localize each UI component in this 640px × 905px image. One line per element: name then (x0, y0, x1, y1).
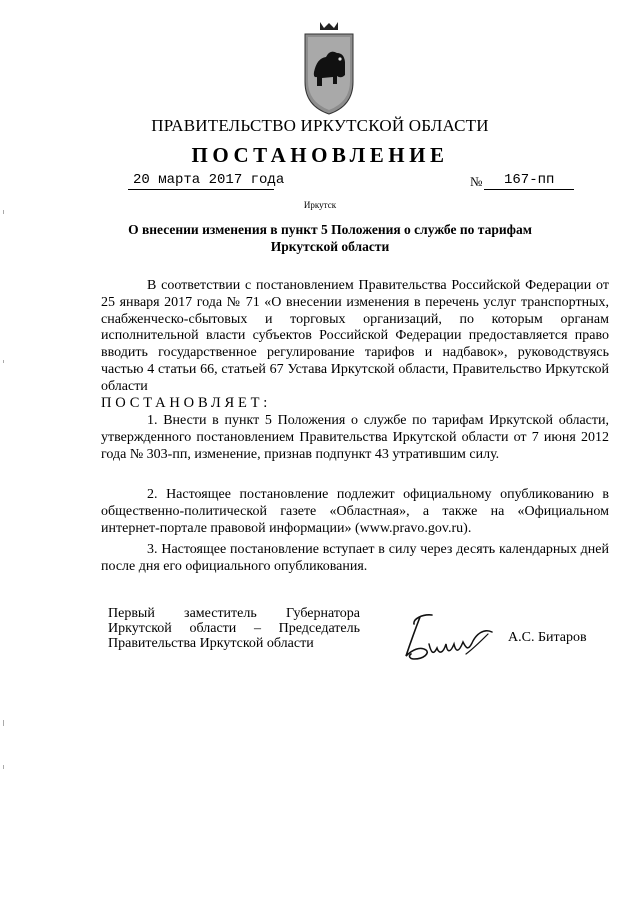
signer-position (108, 606, 360, 651)
subject-line: О внесении изменения в пункт 5 Положения о службе по тарифам (128, 222, 532, 237)
scan-mark (3, 765, 4, 769)
government-title: ПРАВИТЕЛЬСТВО ИРКУТСКОЙ ОБЛАСТИ (151, 116, 489, 135)
number-underline (484, 189, 574, 190)
city-label: Иркутск (303, 200, 337, 210)
resolution-item-3: 3. Настоящее постановление вступает в силу через десять календарных дней после дня его официального опубликования. (101, 542, 609, 574)
preamble-paragraph: В соответствии с постановлением Правительства Российской Федерации от 25 января 2017 года № 71 «О внесении изменения в перечень услуг транспортных, снабженческо-сбытовых и торговых организаций, по которым органам исполнительной власти субъектов Российской Федерации предоставляется право вводить государственное регулирование тарифов и надбавок», руководствуясь частью 4 статьи 66, статьей 67 Устава Иркутской области, Правительство Иркутской области (101, 278, 609, 394)
scan-mark (3, 210, 4, 214)
coat-of-arms-icon (302, 20, 356, 116)
scan-mark (3, 720, 4, 726)
resolves-heading: ПОСТАНОВЛЯЕТ: (101, 395, 272, 411)
document-subject (110, 221, 550, 255)
signer-position-line: Первый заместитель Губернатора (108, 606, 360, 621)
resolution-item-2: 2. Настоящее постановление подлежит официальному опубликованию в общественно-политической газете «Областная», а также на «Официальном интернет-портале правовой информации» (www.pravo.gov.ru). (101, 487, 609, 536)
resolution-item-1: 1. Внести в пункт 5 Положения о службе по тарифам Иркутской области, утвержденного постановлением Правительства Иркутской области от 7 июня 2012 года № 303-пп, изменение, признав подпункт 43 утратившим силу. (101, 413, 609, 462)
scan-mark (3, 360, 4, 363)
handwritten-signature-icon (402, 610, 498, 662)
date-underline (128, 189, 274, 190)
signer-position-line: Иркутской области – Председатель (108, 621, 360, 636)
subject-line: Иркутской области (270, 239, 390, 254)
signer-position-line: Правительства Иркутской области (108, 636, 314, 651)
number-sign: № (470, 174, 483, 189)
signer-name: А.С. Битаров (508, 630, 587, 645)
document-number: 167-пп (504, 172, 555, 188)
document-date: 20 марта 2017 года (133, 172, 285, 188)
document-type-heading: ПОСТАНОВЛЕНИЕ (191, 143, 449, 167)
